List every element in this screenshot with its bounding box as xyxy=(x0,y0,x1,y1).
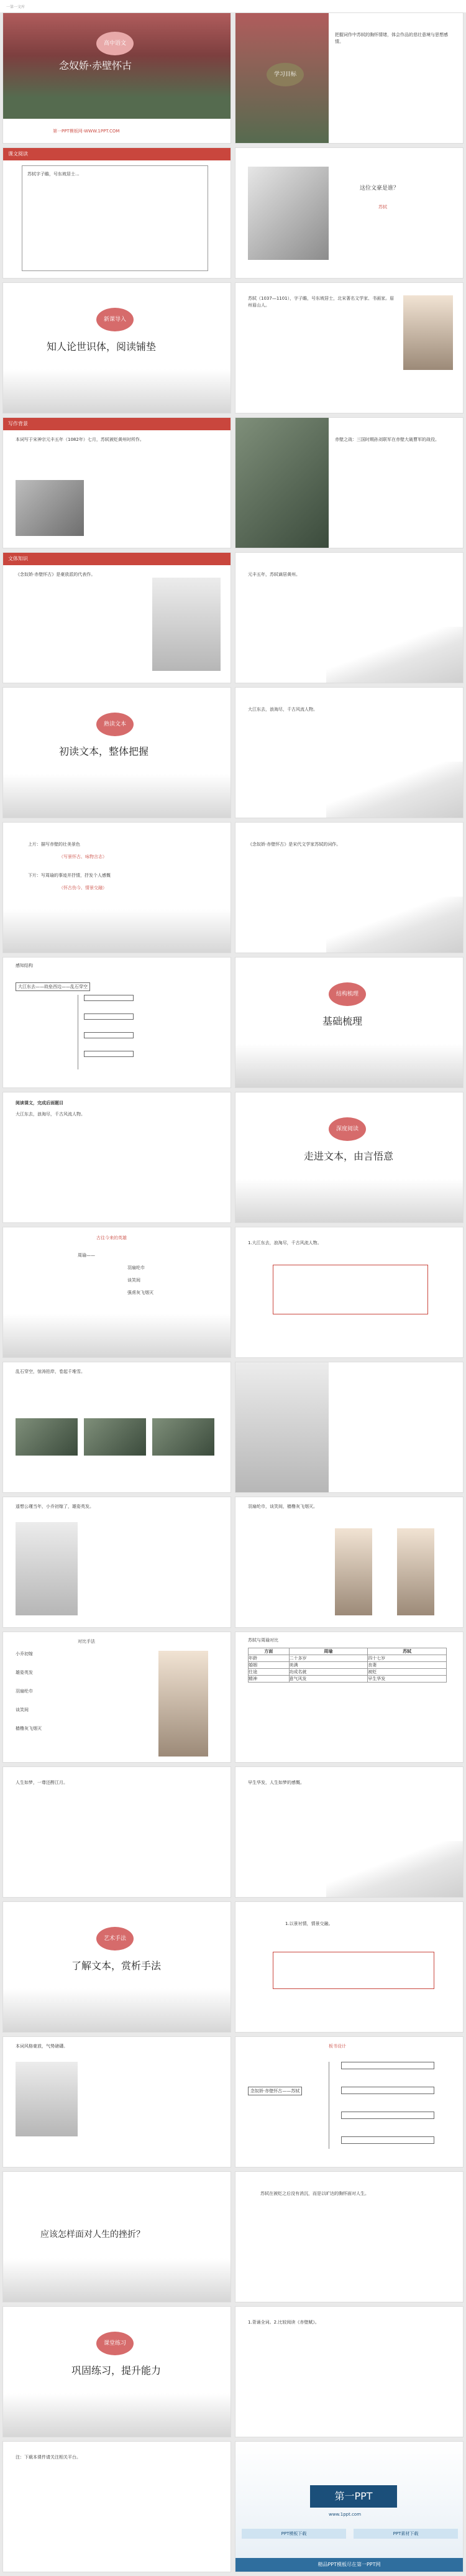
who-caption: 苏轼 xyxy=(378,205,387,210)
slide-poem-analysis[interactable] xyxy=(235,1227,464,1358)
td: 精神 xyxy=(249,1676,290,1683)
extend-text: 注：下载本课件请关注相关平台。 xyxy=(16,2455,81,2460)
line-2: （写景怀古、咏物言志） xyxy=(59,854,107,859)
table-title: 苏轼与周瑜对比 xyxy=(248,1638,278,1643)
section-seal: 结构梳理 xyxy=(329,982,366,1006)
slide-character[interactable] xyxy=(2,1497,231,1628)
td: 二十多岁 xyxy=(289,1655,368,1662)
reading-text: 苏轼字子瞻，号东坡居士... xyxy=(27,172,80,177)
slide-emotion[interactable] xyxy=(2,1766,231,1898)
section-title: 知人论世识体，阅读铺垫 xyxy=(47,341,157,353)
badge: 高中语文 xyxy=(96,32,134,55)
slide-board[interactable] xyxy=(235,2036,464,2167)
th: 方面 xyxy=(249,1648,290,1655)
section-title: 基础梳理 xyxy=(322,1015,363,1027)
tech-text: 1.以景衬情，情景交融。 xyxy=(285,1921,333,1926)
art-text: 本词风格豪放，气势磅礴。 xyxy=(16,2044,68,2049)
item: 雄姿英发 xyxy=(16,1670,33,1675)
ppt-logo[interactable]: 第一PPT xyxy=(310,2485,397,2508)
td: 功成名就 xyxy=(289,1669,368,1676)
slide-mindmap[interactable] xyxy=(2,957,231,1088)
contrast-title: 对比手法 xyxy=(78,1639,95,1644)
work-text: 赤壁之战：三国时期孙刘联军在赤壁大破曹军的战役。 xyxy=(335,437,439,442)
slide-section2[interactable] xyxy=(2,687,231,818)
genre-text: 《念奴娇·赤壁怀古》是豪放派的代表作。 xyxy=(16,572,96,577)
slide-scenery[interactable] xyxy=(2,1362,231,1493)
slide-heroes[interactable] xyxy=(2,1227,231,1358)
line-1: 上片：描写赤壁的壮美景色 xyxy=(28,842,80,847)
section-seal: 熟读文本 xyxy=(96,713,134,736)
item: 羽扇纶巾 xyxy=(16,1689,33,1694)
exercise-text: 大江东去，浪淘尽，千古风流人物。 xyxy=(16,1112,85,1117)
site-url[interactable]: www.1ppt.com xyxy=(329,2512,362,2517)
top-bar: 一第一文库 xyxy=(0,0,466,12)
slide-section6[interactable] xyxy=(2,2306,231,2437)
emotion-text: 人生如梦，一尊还酹江月。 xyxy=(16,1780,68,1785)
slide-poet-emotion[interactable] xyxy=(235,1766,464,1898)
node-root: 大江东去——故垒西边——乱石穿空 xyxy=(16,982,90,991)
slide-grid xyxy=(0,12,466,2576)
mindmap-title: 感知结构 xyxy=(16,963,33,968)
td: 年龄 xyxy=(249,1655,290,1662)
td: 早生华发 xyxy=(368,1676,447,1683)
scenery-text: 乱石穿空，惊涛拍岸，卷起千堆雪。 xyxy=(16,1369,85,1374)
slide-imagery[interactable] xyxy=(235,1362,464,1493)
item: 小乔初嫁 xyxy=(16,1651,33,1656)
td: 被贬 xyxy=(368,1669,447,1676)
th: 苏轼 xyxy=(368,1648,447,1655)
slide-analysis[interactable] xyxy=(235,822,464,953)
slide-technique[interactable] xyxy=(235,1901,464,2033)
section-seal: 新课导入 xyxy=(96,308,134,331)
slide-goals[interactable] xyxy=(235,12,464,144)
poem-text: 1.大江东去，浪淘尽，千古风流人物。 xyxy=(248,1240,322,1245)
slide-creation[interactable] xyxy=(235,552,464,683)
section-title: 巩固练习，提升能力 xyxy=(71,2365,162,2376)
item: 谈笑间 xyxy=(16,1707,29,1712)
slide-title: 文体知识 xyxy=(3,553,231,565)
slide-contrast[interactable] xyxy=(2,1632,231,1763)
slide-genre[interactable] xyxy=(2,552,231,683)
slide-title: 课文阅读 xyxy=(3,148,231,160)
section-seal: 艺术手法 xyxy=(96,1927,134,1950)
slide-readguide[interactable] xyxy=(235,687,464,818)
section-title: 了解文本，赏析手法 xyxy=(71,1960,162,1972)
discuss-title: 应该怎样面对人生的挫折？ xyxy=(40,2230,145,2240)
homework-text: 1.背诵全词。2.比较阅读《赤壁赋》。 xyxy=(248,2320,319,2325)
section-seal: 课堂练习 xyxy=(96,2332,134,2355)
item: 羽扇纶巾 xyxy=(127,1265,145,1270)
td: 仕途 xyxy=(249,1669,290,1676)
slide-title: 写作背景 xyxy=(3,418,231,430)
analysis-text: 《念奴娇·赤壁怀古》是宋代文学家苏轼的词作。 xyxy=(248,842,341,847)
heading-seal: 学习目标 xyxy=(267,63,304,86)
slide-work[interactable] xyxy=(235,417,464,548)
slide-compare-table[interactable] xyxy=(235,1632,464,1763)
section-title: 走进文本，由言悟意 xyxy=(304,1150,394,1162)
exercise-title: 阅读课文，完成后面题目 xyxy=(16,1101,63,1106)
slide-who[interactable] xyxy=(235,147,464,279)
td: 丧妻 xyxy=(368,1662,447,1669)
td: 美满 xyxy=(289,1662,368,1669)
item: 强虏灰飞烟灭 xyxy=(127,1290,153,1295)
poet-text: 早生华发，人生如梦的感慨。 xyxy=(248,1780,304,1785)
cover-title: 念奴娇·赤壁怀古 xyxy=(59,60,132,72)
slide-cover[interactable] xyxy=(2,12,231,144)
slide-zhouyu[interactable] xyxy=(235,1497,464,1628)
link-1[interactable]: PPT模板下载 xyxy=(242,2529,346,2539)
slide-author[interactable] xyxy=(235,282,464,413)
board-title: 板书设计 xyxy=(329,2044,346,2049)
slide-section5[interactable] xyxy=(2,1901,231,2033)
compare-table xyxy=(248,1648,447,1683)
section-title: 初读文本，整体把握 xyxy=(59,746,149,757)
td: 婚姻 xyxy=(249,1662,290,1669)
who-title: 这位文豪是谁？ xyxy=(360,185,400,192)
item: 周瑜—— xyxy=(78,1253,95,1258)
td: 四十七岁 xyxy=(368,1655,447,1662)
slide-extend[interactable] xyxy=(2,2441,231,2572)
slide-summary[interactable] xyxy=(235,2171,464,2302)
slide-section4[interactable] xyxy=(235,1092,464,1223)
slide-exercise[interactable] xyxy=(2,1092,231,1223)
slide-structure[interactable] xyxy=(2,822,231,953)
link-2[interactable]: PPT素材下载 xyxy=(354,2529,458,2539)
slide-reading[interactable] xyxy=(2,147,231,279)
zhouyu-text: 羽扇纶巾，谈笑间，樯橹灰飞烟灭。 xyxy=(248,1504,318,1509)
reading-box xyxy=(22,165,208,271)
summary-text: 苏轼在被贬之后没有消沉，而是以旷达的胸怀面对人生。 xyxy=(260,2191,369,2196)
slide-section1[interactable] xyxy=(2,282,231,413)
slide-homework[interactable] xyxy=(235,2306,464,2437)
creation-text: 元丰五年，苏轼谪居黄州。 xyxy=(248,572,300,577)
line-4: （怀古伤今、情景交融） xyxy=(59,885,107,890)
heroes-title: 古往今来的英雄 xyxy=(96,1235,127,1240)
board-root: 念奴娇·赤壁怀古——苏轼 xyxy=(248,2087,302,2095)
goals-text: 把握词作中苏轼的胸怀情绪，体会作品的悲壮意境与思想感情。 xyxy=(335,32,448,44)
character-text: 遥想公瑾当年，小乔初嫁了，雄姿英发。 xyxy=(16,1504,94,1509)
section-seal: 深度阅读 xyxy=(329,1117,366,1141)
th: 周瑜 xyxy=(289,1648,368,1655)
td: 意气风发 xyxy=(289,1676,368,1683)
slide-ad[interactable] xyxy=(235,2441,464,2572)
read-text: 大江东去，浪淘尽，千古风流人物。 xyxy=(248,707,318,712)
item: 谈笑间 xyxy=(127,1278,140,1283)
cover-subtitle: 第一PPT模板网-WWW.1PPT.COM xyxy=(53,129,120,134)
slide-section3[interactable] xyxy=(235,957,464,1088)
slide-background[interactable] xyxy=(2,417,231,548)
slide-art-summary[interactable] xyxy=(2,2036,231,2167)
bg-text: 本词写于宋神宗元丰五年（1082年）七月，苏轼被贬黄州时所作。 xyxy=(16,437,144,442)
author-text: 苏轼（1037—1101），字子瞻，号东坡居士，北宋著名文学家、书画家。眉州眉山人。 xyxy=(248,296,395,308)
item: 樯橹灰飞烟灭 xyxy=(16,1726,42,1731)
ad-footer: 精品PPT模板尽在第一PPT网 xyxy=(235,2558,463,2572)
line-3: 下片：写周瑜的事迹并抒情，抒发个人感慨 xyxy=(28,873,111,878)
slide-discussion[interactable] xyxy=(2,2171,231,2302)
